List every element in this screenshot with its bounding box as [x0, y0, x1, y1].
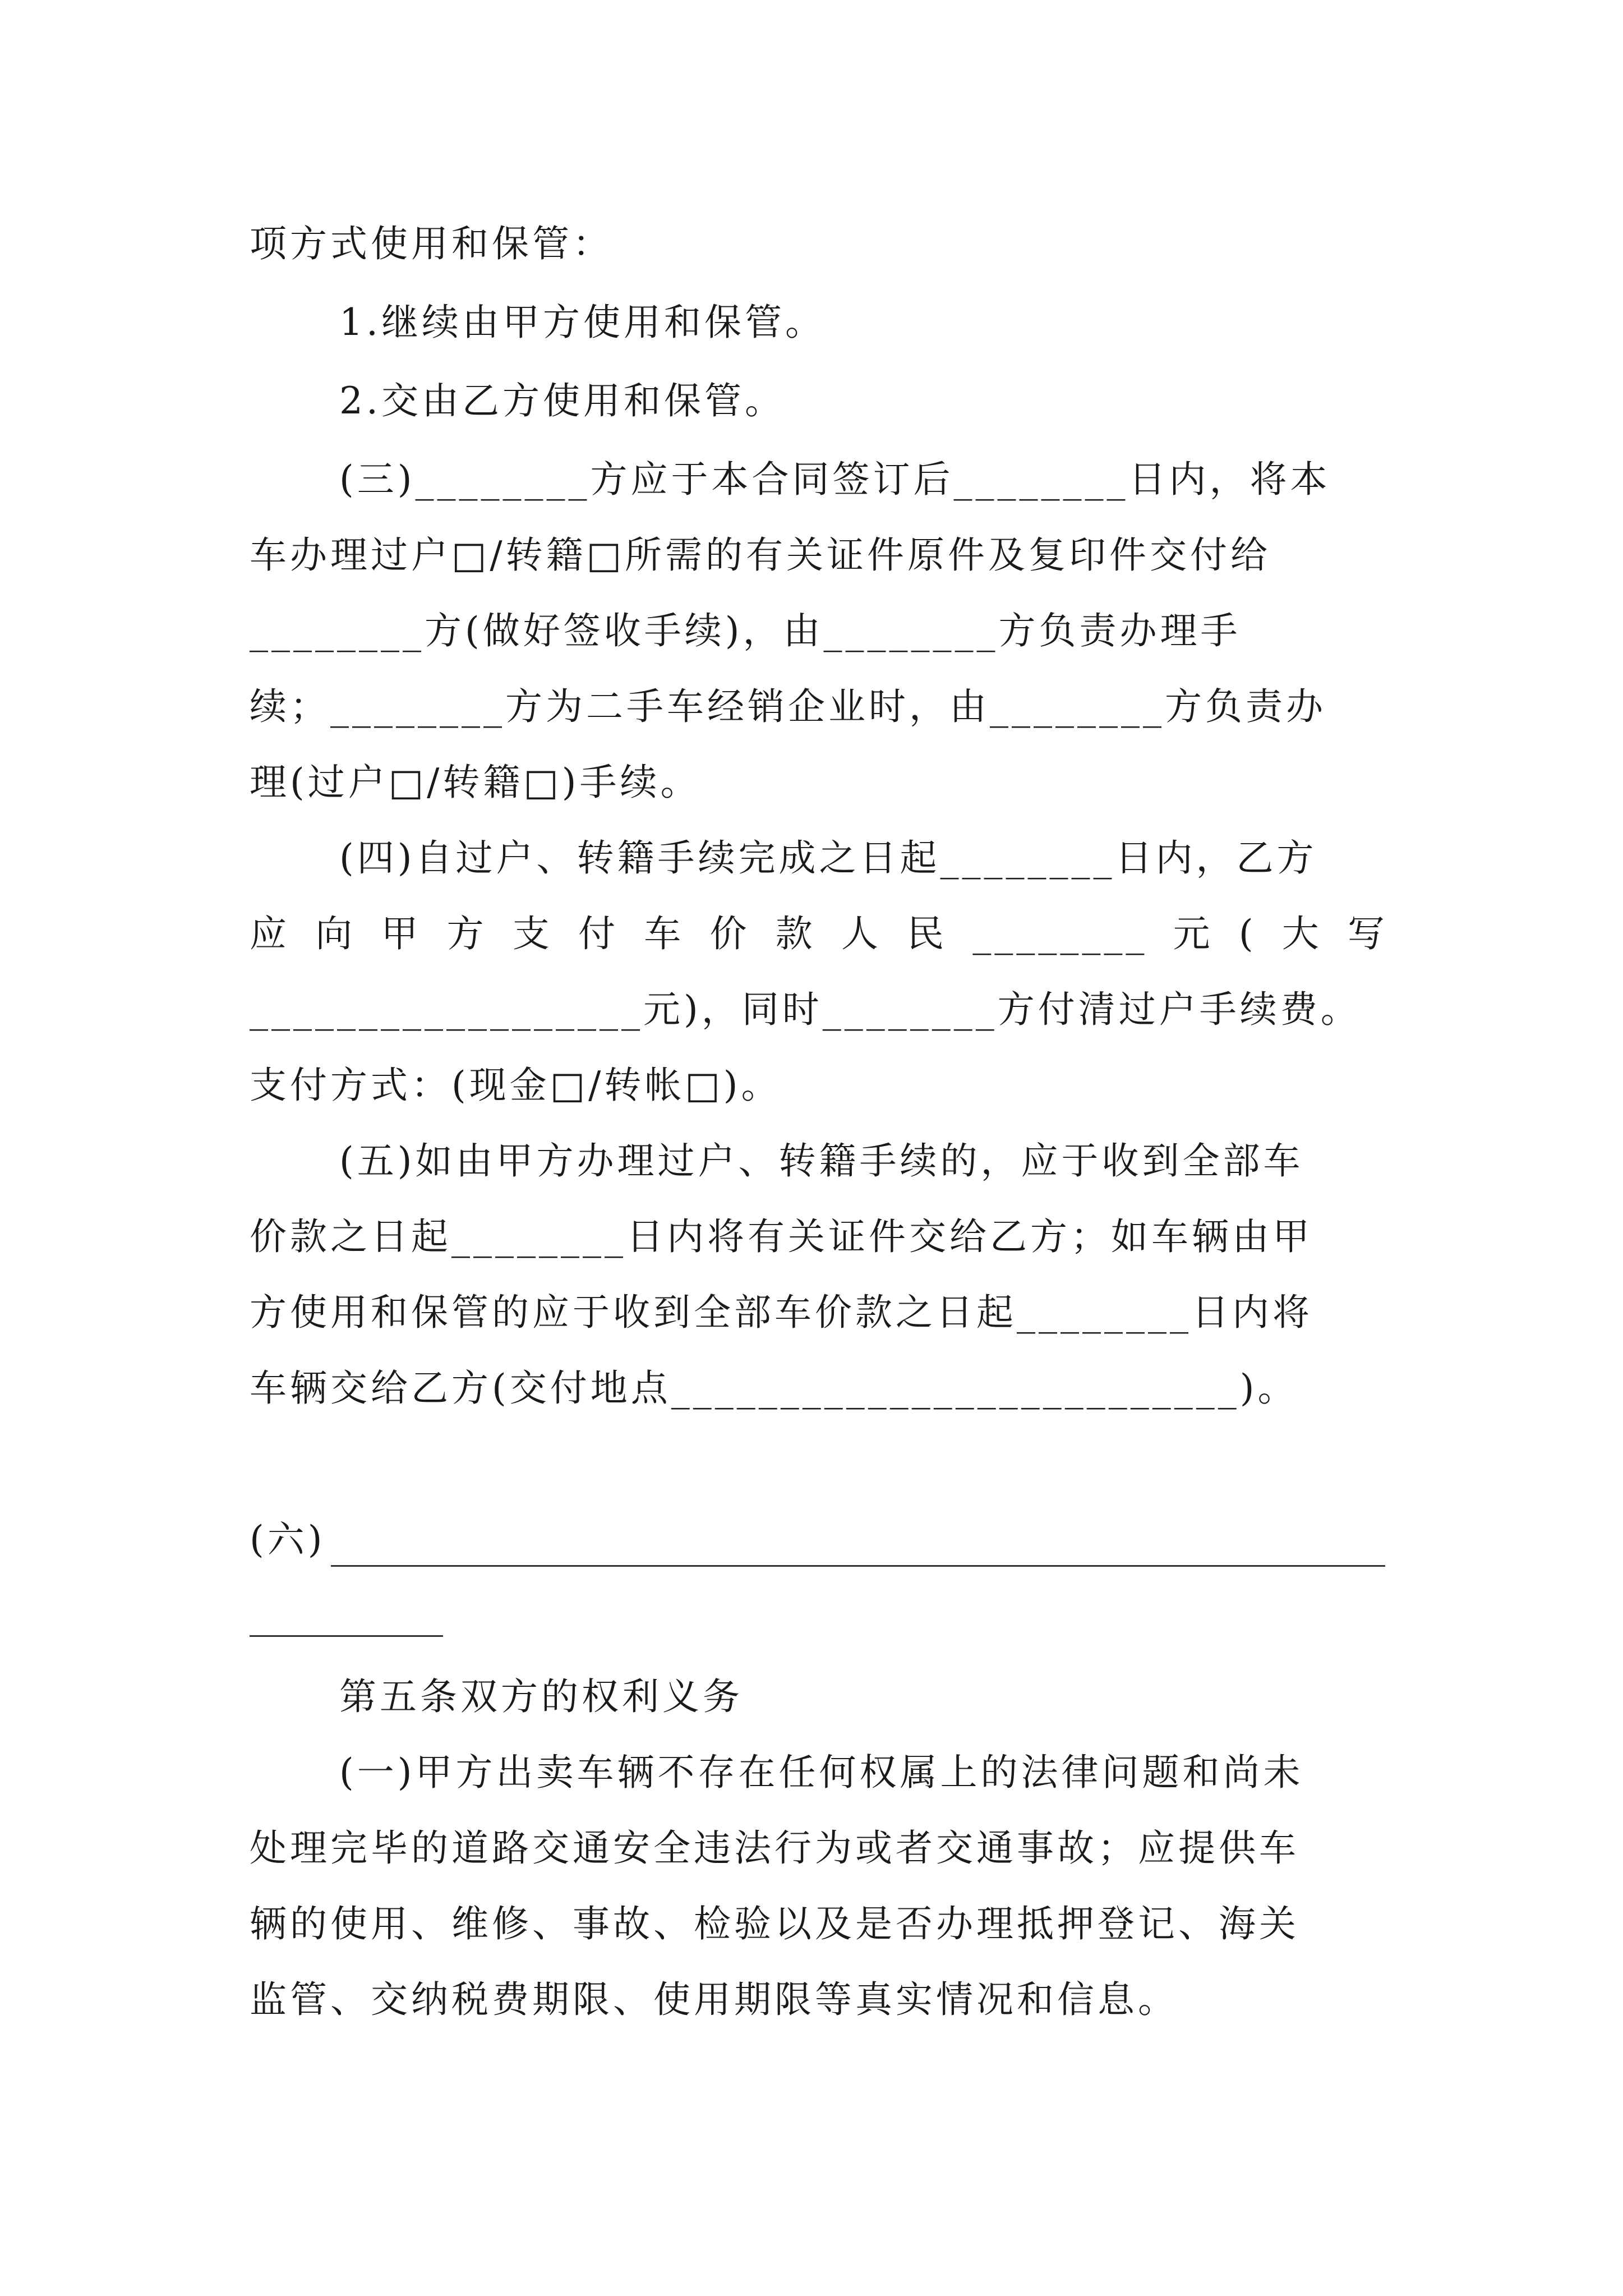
text-line: 1.继续由甲方使用和保管。	[339, 301, 826, 344]
text-line: __________________元)，同时________方付清过户手续费。	[250, 988, 1361, 1031]
text-line: 监管、交纳税费期限、使用期限等真实情况和信息。	[250, 1978, 1178, 2021]
text-line: 价款之日起________日内将有关证件交给乙方；如车辆由甲	[250, 1215, 1313, 1258]
text-line: 项方式使用和保管：	[250, 222, 613, 265]
text-line: (三)________方应于本合同签订后________日内，将本	[339, 458, 1331, 501]
text-line: (六)	[250, 1518, 326, 1561]
text-line: 续；________方为二手车经销企业时，由________方负责办	[250, 685, 1326, 728]
text-line: (五)如由甲方办理过户、转籍手续的，应于收到全部车	[339, 1139, 1304, 1182]
text-line: 方使用和保管的应于收到全部车价款之日起________日内将	[250, 1291, 1313, 1334]
blank-line	[250, 1635, 443, 1637]
text-line: 支付方式：(现金□/转帐□)。	[250, 1064, 782, 1107]
text-line: 2.交由乙方使用和保管。	[339, 379, 785, 422]
text-line: 车辆交给乙方(交付地点__________________________)。	[250, 1366, 1298, 1410]
text-line: 应向甲方支付车价款人民________元(大写	[250, 912, 1388, 955]
text-line: ________方(做好签收手续)，由________方负责办理手	[250, 609, 1241, 652]
text-line: 车办理过户□/转籍□所需的有关证件原件及复印件交付给	[250, 533, 1271, 577]
text-line: (一)甲方出卖车辆不存在任何权属上的法律问题和尚未	[339, 1751, 1304, 1794]
text-line: 辆的使用、维修、事故、检验以及是否办理抵押登记、海关	[250, 1902, 1299, 1945]
blank-line	[331, 1565, 1385, 1567]
text-line: 处理完毕的道路交通安全违法行为或者交通事故；应提供车	[250, 1826, 1299, 1870]
text-line: (四)自过户、转籍手续完成之日起________日内，乙方	[339, 836, 1317, 880]
text-line: 理(过户□/转籍□)手续。	[250, 761, 701, 804]
section-heading: 第五条双方的权利义务	[339, 1675, 743, 1718]
